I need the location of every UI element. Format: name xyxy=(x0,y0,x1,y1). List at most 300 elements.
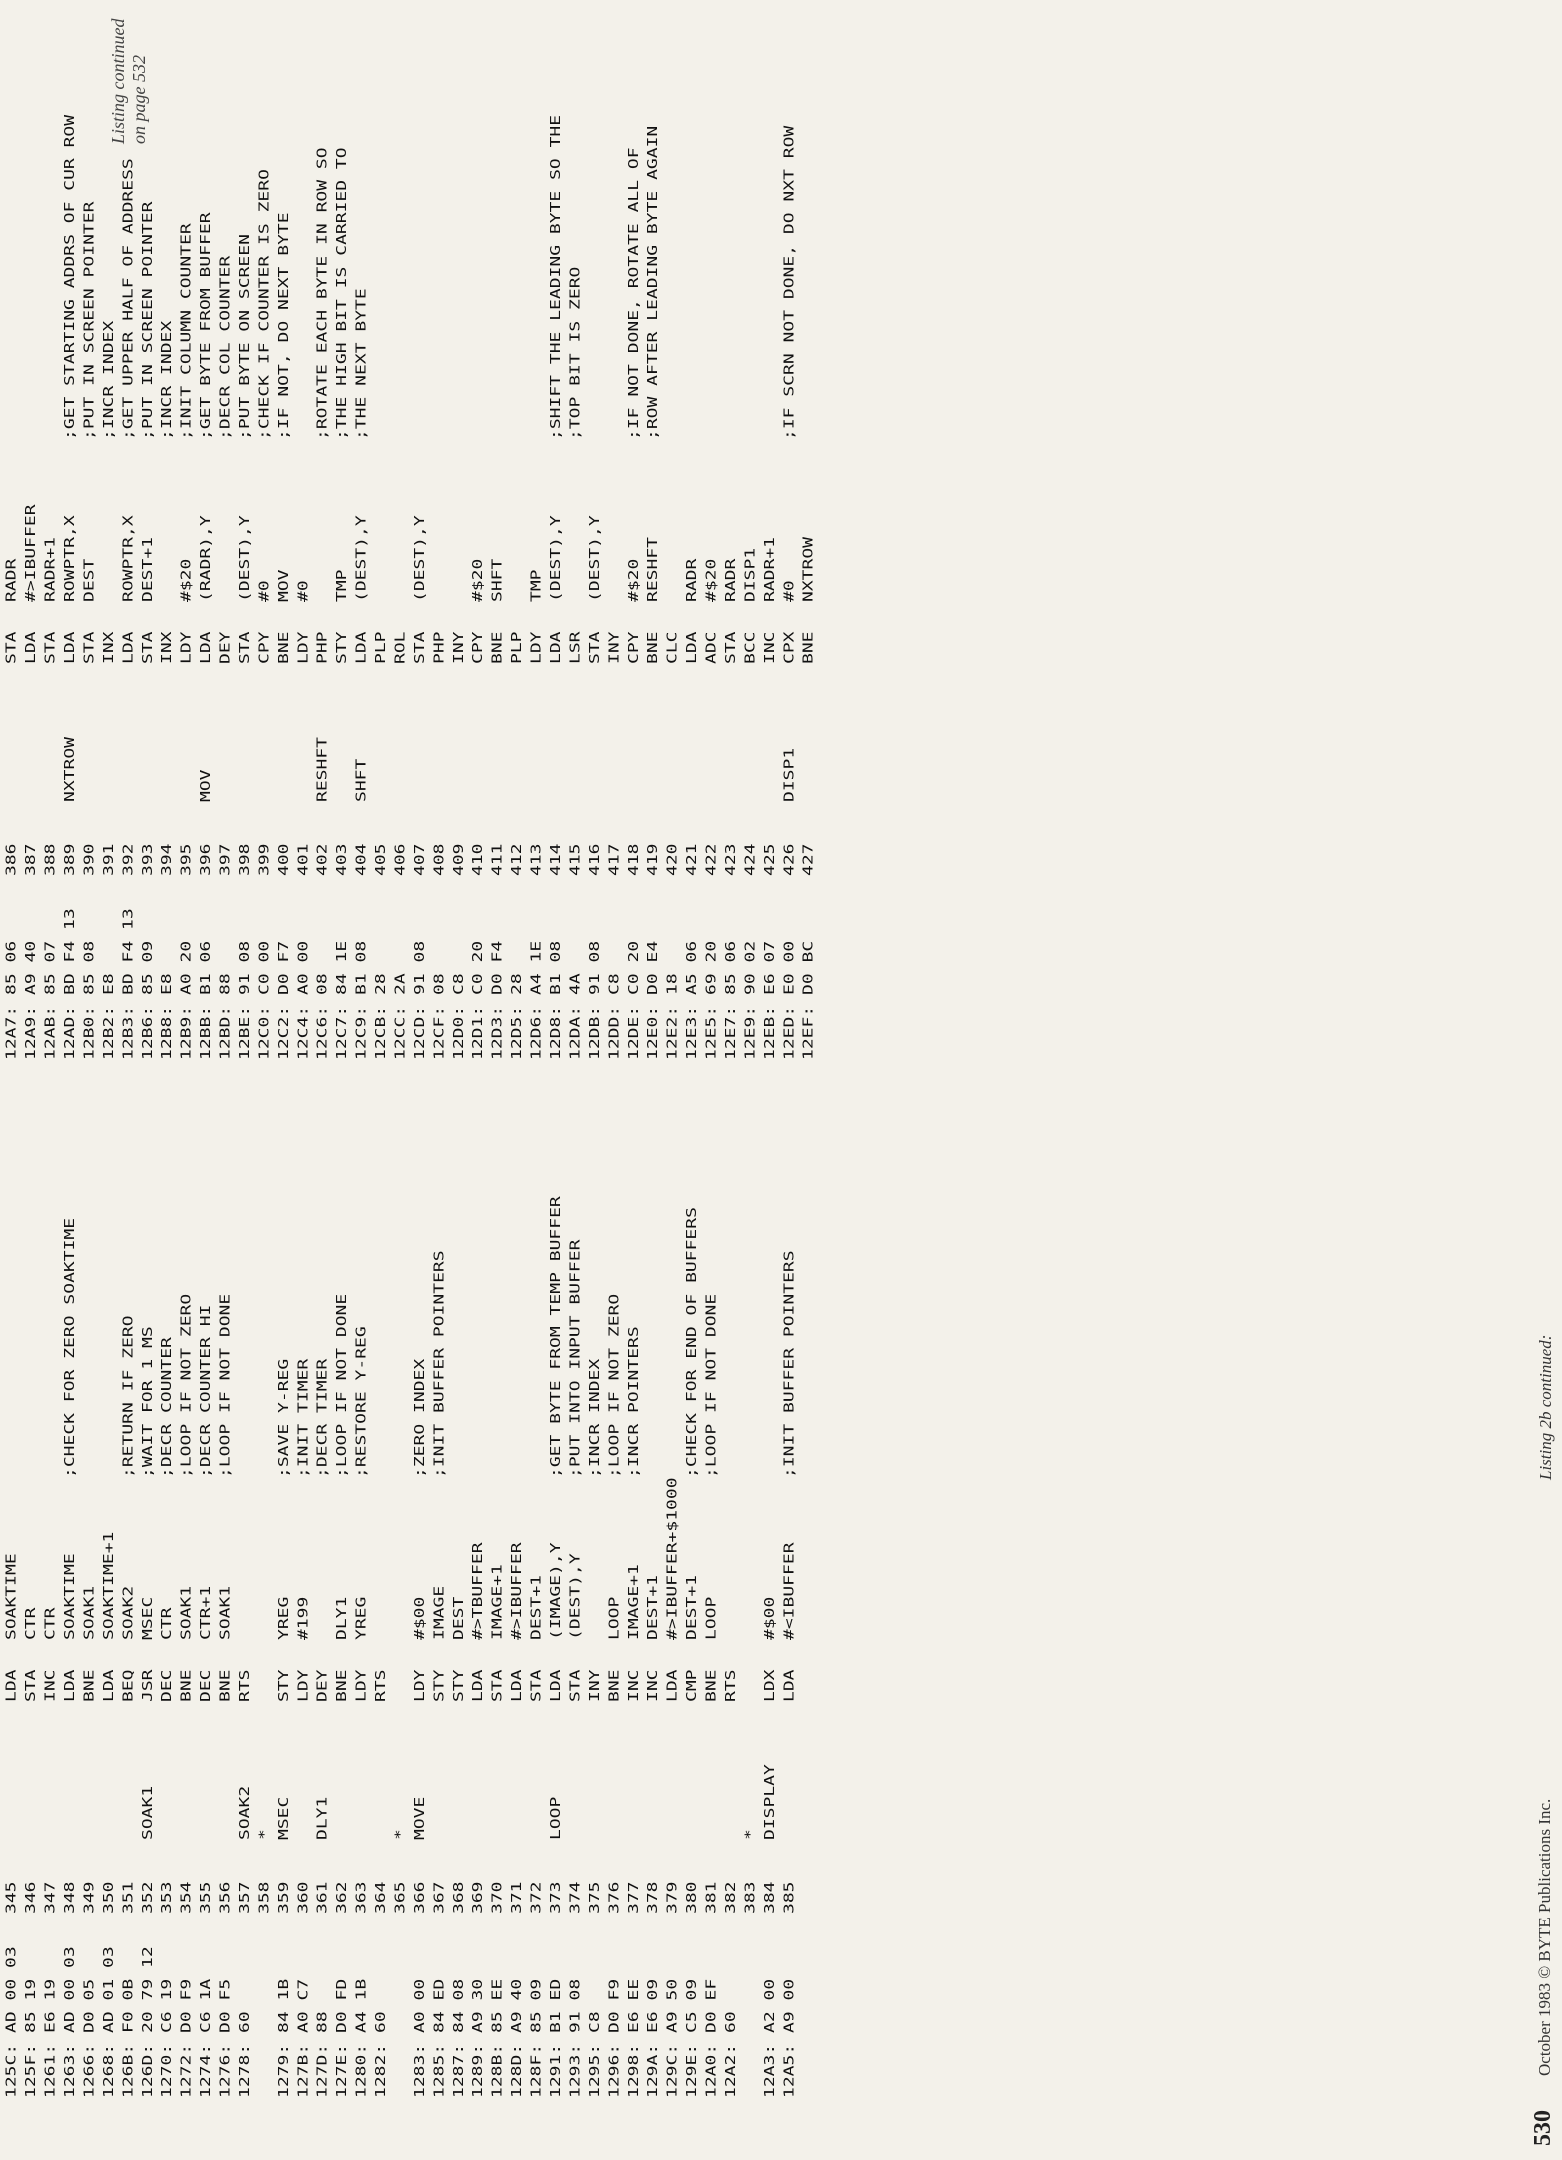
operand-field: IMAGE xyxy=(431,1585,447,1640)
label-field: LOOP xyxy=(548,1796,564,1840)
operand-field: DEST xyxy=(81,558,98,602)
comment-field: ;CHECK FOR END OF BUFFERS xyxy=(684,1207,700,1478)
opcode-field: STA xyxy=(490,1669,506,1702)
address-field: 1280: A4 1B xyxy=(354,1978,370,2098)
line-number: 403 xyxy=(334,843,350,876)
opcode-field: STA xyxy=(81,631,98,664)
opcode-field: BNE xyxy=(490,631,506,664)
address-field: 125F: 85 19 xyxy=(23,1978,39,2098)
opcode-field: LDY xyxy=(529,631,545,664)
line-number: 369 xyxy=(470,1881,486,1914)
operand-field: SOAK2 xyxy=(120,1585,136,1640)
continued-note: Listing continued on page 532 xyxy=(108,18,149,144)
operand-field: CTR+1 xyxy=(198,1585,214,1640)
address-field: 126D: 20 79 12 xyxy=(140,1946,156,2098)
operand-field: RESHFT xyxy=(645,536,661,602)
operand-field: #$20 xyxy=(470,558,486,602)
line-number: 391 xyxy=(101,843,117,876)
address-field: 1283: A0 00 xyxy=(412,1978,428,2098)
address-field: 12BD: 88 xyxy=(218,973,234,1060)
line-number: 386 xyxy=(4,843,20,876)
opcode-field: STA xyxy=(237,631,253,664)
opcode-field: STA xyxy=(587,631,603,664)
address-field: 12B2: E8 xyxy=(101,973,117,1060)
address-field: 1278: 60 xyxy=(237,2011,253,2098)
line-number: 368 xyxy=(451,1881,467,1914)
operand-field: TMP xyxy=(334,569,350,602)
comment-field: ;LOOP IF NOT ZERO xyxy=(606,1293,622,1478)
address-field: 12BB: B1 06 xyxy=(198,940,214,1060)
comment-field: ;LOOP IF NOT DONE xyxy=(334,1293,350,1478)
address-field: 12D8: B1 08 xyxy=(548,940,564,1060)
address-field: 1289: A9 30 xyxy=(470,1978,486,2098)
line-number: 377 xyxy=(626,1881,642,1914)
operand-field: RADR xyxy=(4,558,20,602)
opcode-field: CPY xyxy=(256,631,272,664)
opcode-field: PHP xyxy=(315,631,331,664)
line-number: 393 xyxy=(140,843,156,876)
address-field: 12B8: E8 xyxy=(159,973,175,1060)
address-field: 12EB: E6 07 xyxy=(762,940,778,1060)
address-field: 12CB: 28 xyxy=(373,973,389,1060)
comment-field: ;DECR COL COUNTER xyxy=(218,255,234,440)
opcode-field: INY xyxy=(606,631,622,664)
line-number: 359 xyxy=(276,1881,292,1914)
address-field: 12ED: E0 00 xyxy=(781,940,797,1060)
opcode-field: BCC xyxy=(742,631,758,664)
label-field: MOV xyxy=(198,769,214,802)
address-field: 12EF: D0 BC xyxy=(801,940,817,1060)
opcode-field: STY xyxy=(431,1669,447,1702)
opcode-field: BNE xyxy=(179,1669,195,1702)
opcode-field: BNE xyxy=(606,1669,622,1702)
address-field: 12CC: 2A xyxy=(392,973,409,1060)
address-field: 12E3: A5 06 xyxy=(684,940,700,1060)
operand-field: SOAK1 xyxy=(179,1585,195,1640)
operand-field: DISP1 xyxy=(742,547,758,602)
line-number: 347 xyxy=(43,1881,59,1914)
opcode-field: CMP xyxy=(684,1669,700,1702)
line-number: 367 xyxy=(431,1881,447,1914)
operand-field: YREG xyxy=(354,1596,370,1640)
opcode-field: INY xyxy=(587,1669,603,1702)
opcode-field: ADC xyxy=(704,631,720,664)
comment-field: ;GET BYTE FROM TEMP BUFFER xyxy=(548,1196,564,1478)
operand-field: #>IBUFFER xyxy=(509,1542,525,1640)
address-field: 1279: 84 1B xyxy=(276,1978,292,2098)
comment-field: ;CHECK IF COUNTER IS ZERO xyxy=(256,169,272,440)
opcode-field: LDY xyxy=(295,1669,311,1702)
operand-field: SOAK1 xyxy=(218,1585,234,1640)
line-number: 385 xyxy=(781,1881,797,1914)
opcode-field: CPY xyxy=(470,631,486,664)
line-number: 376 xyxy=(606,1881,622,1914)
comment-field: ;DECR COUNTER HI xyxy=(198,1304,214,1478)
address-field: 12C2: D0 F7 xyxy=(276,940,292,1060)
address-field: 1295: C8 xyxy=(587,2011,603,2098)
opcode-field: LDX xyxy=(762,1669,778,1702)
address-field: 12A0: D0 EF xyxy=(704,1978,720,2098)
opcode-field: LDA xyxy=(23,631,39,664)
operand-field: RADR xyxy=(723,558,739,602)
operand-field: DEST+1 xyxy=(529,1574,545,1640)
operand-field: LOOP xyxy=(704,1596,720,1640)
comment-field: ;INCR INDEX xyxy=(101,320,117,440)
comment-field: ;GET UPPER HALF OF ADDRESS xyxy=(120,158,136,440)
address-field: 12A5: A9 00 xyxy=(781,1978,797,2098)
opcode-field: DEY xyxy=(315,1669,331,1702)
opcode-field: LDA xyxy=(781,1669,797,1702)
opcode-field: STA xyxy=(567,1669,584,1702)
opcode-field: RTS xyxy=(373,1669,389,1702)
line-number: 366 xyxy=(412,1881,428,1914)
address-field: 12C9: B1 08 xyxy=(354,940,370,1060)
line-number: 409 xyxy=(451,843,467,876)
operand-field: (DEST),Y xyxy=(354,515,370,602)
opcode-field: RTS xyxy=(723,1669,739,1702)
label-field: SOAK2 xyxy=(237,1785,253,1840)
label-field: DLY1 xyxy=(315,1796,331,1840)
line-number: 413 xyxy=(529,843,545,876)
operand-field: DEST+1 xyxy=(645,1574,661,1640)
address-field: 12AB: 85 07 xyxy=(43,940,59,1060)
operand-field: SOAKTIME xyxy=(62,1553,78,1640)
opcode-field: LDA xyxy=(548,1669,564,1702)
opcode-field: STA xyxy=(43,631,59,664)
comment-field: ;INIT BUFFER POINTERS xyxy=(431,1250,447,1478)
line-number: 354 xyxy=(179,1881,195,1914)
address-field: 12B3: BD F4 13 xyxy=(120,908,136,1060)
opcode-field: BNE xyxy=(334,1669,350,1702)
address-field: 1274: C6 1A xyxy=(198,1978,214,2098)
opcode-field: STA xyxy=(140,631,156,664)
opcode-field: DEC xyxy=(198,1669,214,1702)
address-field: 12C0: C0 00 xyxy=(256,940,272,1060)
line-number: 352 xyxy=(140,1881,156,1914)
line-number: 387 xyxy=(23,843,39,876)
comment-field: ;SAVE Y-REG xyxy=(276,1358,292,1478)
opcode-field: LDA xyxy=(62,631,78,664)
operand-field: RADR+1 xyxy=(762,536,778,602)
comment-field: ;IF NOT, DO NEXT BYTE xyxy=(276,212,292,440)
address-field: 127E: D0 FD xyxy=(334,1978,350,2098)
operand-field: ROWPTR,X xyxy=(120,515,136,602)
operand-field: CTR xyxy=(43,1607,59,1640)
opcode-field: STA xyxy=(529,1669,545,1702)
comment-field: ;INIT TIMER xyxy=(295,1358,311,1478)
address-field: 12C7: 84 1E xyxy=(334,940,350,1060)
opcode-field: LDY xyxy=(412,1669,428,1702)
line-number: 427 xyxy=(801,843,817,876)
publication-line: October 1983 © BYTE Publications Inc. xyxy=(1535,1798,1554,2076)
comment-field: ;PUT INTO INPUT BUFFER xyxy=(567,1239,584,1478)
opcode-field: LDY xyxy=(295,631,311,664)
address-field: 1293: 91 08 xyxy=(567,1978,584,2098)
line-number: 388 xyxy=(43,843,59,876)
operand-field: (DEST),Y xyxy=(237,515,253,602)
operand-field: IMAGE+1 xyxy=(490,1564,506,1640)
operand-field: (IMAGE),Y xyxy=(548,1542,564,1640)
operand-field: #$20 xyxy=(179,558,195,602)
line-number: 417 xyxy=(606,843,622,876)
line-number: 363 xyxy=(354,1881,370,1914)
address-field: 12BE: 91 08 xyxy=(237,940,253,1060)
address-field: 12A3: A2 00 xyxy=(762,1978,778,2098)
operand-field: #$00 xyxy=(762,1596,778,1640)
operand-field: #$00 xyxy=(412,1596,428,1640)
address-field: 12E7: 85 06 xyxy=(723,940,739,1060)
comment-field: ;CHECK FOR ZERO SOAKTIME xyxy=(62,1217,78,1478)
line-number: 411 xyxy=(490,843,506,876)
operand-field: #0 xyxy=(256,580,272,602)
opcode-field: LDA xyxy=(354,631,370,664)
comment-field: ;RESTORE Y-REG xyxy=(354,1326,370,1478)
address-field: 12D5: 28 xyxy=(509,973,525,1060)
operand-field: (RADR),Y xyxy=(198,515,214,602)
opcode-field: DEC xyxy=(159,1669,175,1702)
address-field: 12B6: 85 09 xyxy=(140,940,156,1060)
address-field: 12E9: 90 02 xyxy=(742,940,758,1060)
label-field: * xyxy=(256,1829,272,1840)
line-number: 353 xyxy=(159,1881,175,1914)
line-number: 406 xyxy=(392,843,409,876)
opcode-field: BNE xyxy=(276,631,292,664)
line-number: 392 xyxy=(120,843,136,876)
operand-field: #0 xyxy=(295,580,311,602)
line-number: 425 xyxy=(762,843,778,876)
address-field: 1296: D0 F9 xyxy=(606,1978,622,2098)
opcode-field: INC xyxy=(43,1669,59,1702)
label-field: MOVE xyxy=(412,1796,428,1840)
address-field: 129E: C5 09 xyxy=(684,1978,700,2098)
opcode-field: BEQ xyxy=(120,1669,136,1702)
line-number: 396 xyxy=(198,843,214,876)
comment-field: ;WAIT FOR 1 MS xyxy=(140,1326,156,1478)
line-number: 375 xyxy=(587,1881,603,1914)
address-field: 127B: A0 C7 xyxy=(295,1978,311,2098)
operand-field: MOV xyxy=(276,569,292,602)
comment-field: ;SHIFT THE LEADING BYTE SO THE xyxy=(548,114,564,440)
address-field: 129A: E6 09 xyxy=(645,1978,661,2098)
comment-field: ;LOOP IF NOT DONE xyxy=(704,1293,720,1478)
operand-field: (DEST),Y xyxy=(412,515,428,602)
line-number: 373 xyxy=(548,1881,564,1914)
line-number: 356 xyxy=(218,1881,234,1914)
operand-field: (DEST),Y xyxy=(548,515,564,602)
operand-field: LOOP xyxy=(606,1596,622,1640)
operand-field: #$20 xyxy=(704,558,720,602)
opcode-field: LDA xyxy=(665,1669,681,1702)
address-field: 128D: A9 40 xyxy=(509,1978,525,2098)
address-field: 1291: B1 ED xyxy=(548,1978,564,2098)
comment-field: ;GET BYTE FROM BUFFER xyxy=(198,212,214,440)
operand-field: RADR xyxy=(684,558,700,602)
address-field: 12D6: A4 1E xyxy=(529,940,545,1060)
line-number: 390 xyxy=(81,843,98,876)
opcode-field: INC xyxy=(645,1669,661,1702)
line-number: 422 xyxy=(704,843,720,876)
line-number: 412 xyxy=(509,843,525,876)
address-field: 1268: AD 01 03 xyxy=(101,1946,117,2098)
label-field: * xyxy=(742,1829,758,1840)
line-number: 372 xyxy=(529,1881,545,1914)
opcode-field: LDA xyxy=(120,631,136,664)
opcode-field: LDA xyxy=(62,1669,78,1702)
opcode-field: LDA xyxy=(198,631,214,664)
opcode-field: ROL xyxy=(392,631,409,664)
line-number: 423 xyxy=(723,843,739,876)
line-number: 419 xyxy=(645,843,661,876)
operand-field: SOAKTIME+1 xyxy=(101,1531,117,1640)
opcode-field: BNE xyxy=(218,1669,234,1702)
label-field: RESHFT xyxy=(315,736,331,802)
label-field: DISP1 xyxy=(781,747,797,802)
line-number: 370 xyxy=(490,1881,506,1914)
line-number: 416 xyxy=(587,843,603,876)
comment-field: ;LOOP IF NOT DONE xyxy=(218,1293,234,1478)
opcode-field: LSR xyxy=(567,631,584,664)
opcode-field: STY xyxy=(334,631,350,664)
opcode-field: INX xyxy=(159,631,175,664)
opcode-field: LDY xyxy=(354,1669,370,1702)
opcode-field: PLP xyxy=(373,631,389,664)
line-number: 350 xyxy=(101,1881,117,1914)
operand-field: (DEST),Y xyxy=(587,515,603,602)
address-field: 1282: 60 xyxy=(373,2011,389,2098)
address-field: 129C: A9 50 xyxy=(665,1978,681,2098)
comment-field: ;LOOP IF NOT ZERO xyxy=(179,1293,195,1478)
operand-field: DEST+1 xyxy=(140,536,156,602)
operand-field: #0 xyxy=(781,580,797,602)
operand-field: YREG xyxy=(276,1596,292,1640)
address-field: 128F: 85 09 xyxy=(529,1978,545,2098)
opcode-field: INC xyxy=(626,1669,642,1702)
comment-field: ;IF NOT DONE, ROTATE ALL OF xyxy=(626,147,642,440)
line-number: 399 xyxy=(256,843,272,876)
comment-field: ;INCR INDEX xyxy=(587,1358,603,1478)
comment-field: ;PUT BYTE ON SCREEN xyxy=(237,234,253,440)
comment-field: ;GET STARTING ADDRS OF CUR ROW xyxy=(62,114,78,440)
operand-field: CTR xyxy=(23,1607,39,1640)
operand-field: #>IBUFFER xyxy=(23,504,39,602)
operand-field: ROWPTR,X xyxy=(62,515,78,602)
operand-field: IMAGE+1 xyxy=(626,1564,642,1640)
line-number: 389 xyxy=(62,843,78,876)
comment-field: ;PUT IN SCREEN POINTER xyxy=(140,201,156,440)
address-field: 12DB: 91 08 xyxy=(587,940,603,1060)
opcode-field: CLC xyxy=(665,631,681,664)
opcode-field: INC xyxy=(762,631,778,664)
operand-field: MSEC xyxy=(140,1596,156,1640)
opcode-field: STA xyxy=(723,631,739,664)
opcode-field: INX xyxy=(101,631,117,664)
line-number: 351 xyxy=(120,1881,136,1914)
comment-field: ;ROTATE EACH BYTE IN ROW SO xyxy=(315,147,331,440)
opcode-field: LDA xyxy=(4,1669,20,1702)
line-number: 402 xyxy=(315,843,331,876)
address-field: 1298: E6 EE xyxy=(626,1978,642,2098)
line-number: 408 xyxy=(431,843,447,876)
line-number: 361 xyxy=(315,1881,331,1914)
address-field: 12E5: 69 20 xyxy=(704,940,720,1060)
address-field: 12CF: 08 xyxy=(431,973,447,1060)
opcode-field: LDA xyxy=(548,631,564,664)
address-field: 12C4: A0 00 xyxy=(295,940,311,1060)
address-field: 12E2: 18 xyxy=(665,973,681,1060)
opcode-field: CPX xyxy=(781,631,797,664)
line-number: 382 xyxy=(723,1881,739,1914)
line-number: 424 xyxy=(742,843,758,876)
line-number: 426 xyxy=(781,843,797,876)
address-field: 12D0: C8 xyxy=(451,973,467,1060)
address-field: 1263: AD 00 03 xyxy=(62,1946,78,2098)
line-number: 397 xyxy=(218,843,234,876)
opcode-field: RTS xyxy=(237,1669,253,1702)
operand-field: TMP xyxy=(529,569,545,602)
opcode-field: LDA xyxy=(684,631,700,664)
address-field: 12A2: 60 xyxy=(723,2011,739,2098)
operand-field: #199 xyxy=(295,1596,311,1640)
operand-field: #>IBUFFER+$1000 xyxy=(665,1477,681,1640)
line-number: 379 xyxy=(665,1881,681,1914)
opcode-field: LDA xyxy=(470,1669,486,1702)
line-number: 414 xyxy=(548,843,564,876)
comment-field: ;INCR INDEX xyxy=(159,320,175,440)
line-number: 362 xyxy=(334,1881,350,1914)
operand-field: CTR xyxy=(159,1607,175,1640)
operand-field: NXTROW xyxy=(801,536,817,602)
comment-field: ;IF SCRN NOT DONE, DO NXT ROW xyxy=(781,125,797,440)
address-field: 1287: 84 08 xyxy=(451,1978,467,2098)
address-field: 12B9: A0 20 xyxy=(179,940,195,1060)
address-field: 12DD: C8 xyxy=(606,973,622,1060)
line-number: 357 xyxy=(237,1881,253,1914)
line-number: 345 xyxy=(4,1881,20,1914)
line-number: 384 xyxy=(762,1881,778,1914)
line-number: 374 xyxy=(567,1881,584,1914)
operand-field: RADR+1 xyxy=(43,536,59,602)
comment-field: ;ROW AFTER LEADING BYTE AGAIN xyxy=(645,125,661,440)
address-field: 1261: E6 19 xyxy=(43,1978,59,2098)
opcode-field: PLP xyxy=(509,631,525,664)
comment-field: ;THE HIGH BIT IS CARRIED TO xyxy=(334,147,350,440)
opcode-field: STA xyxy=(4,631,20,664)
comment-field: ;RETURN IF ZERO xyxy=(120,1315,136,1478)
opcode-field: STY xyxy=(276,1669,292,1702)
address-field: 12D1: C0 20 xyxy=(470,940,486,1060)
line-number: 400 xyxy=(276,843,292,876)
label-field: DISPLAY xyxy=(762,1764,778,1840)
address-field: 12C6: 08 xyxy=(315,973,331,1060)
address-field: 12D3: D0 F4 xyxy=(490,940,506,1060)
comment-field: ;TOP BIT IS ZERO xyxy=(567,266,584,440)
comment-field: ;INIT BUFFER POINTERS xyxy=(781,1250,797,1478)
line-number: 348 xyxy=(62,1881,78,1914)
line-number: 365 xyxy=(392,1881,409,1914)
line-number: 401 xyxy=(295,843,311,876)
line-number: 378 xyxy=(645,1881,661,1914)
label-field: SHFT xyxy=(354,758,370,802)
line-number: 364 xyxy=(373,1881,389,1914)
address-field: 12A9: A9 40 xyxy=(23,940,39,1060)
line-number: 410 xyxy=(470,843,486,876)
comment-field: ;PUT IN SCREEN POINTER xyxy=(81,201,98,440)
opcode-field: STA xyxy=(412,631,428,664)
opcode-field: BNE xyxy=(81,1669,98,1702)
operand-field: SOAK1 xyxy=(81,1585,98,1640)
line-number: 420 xyxy=(665,843,681,876)
line-number: 358 xyxy=(256,1881,272,1914)
